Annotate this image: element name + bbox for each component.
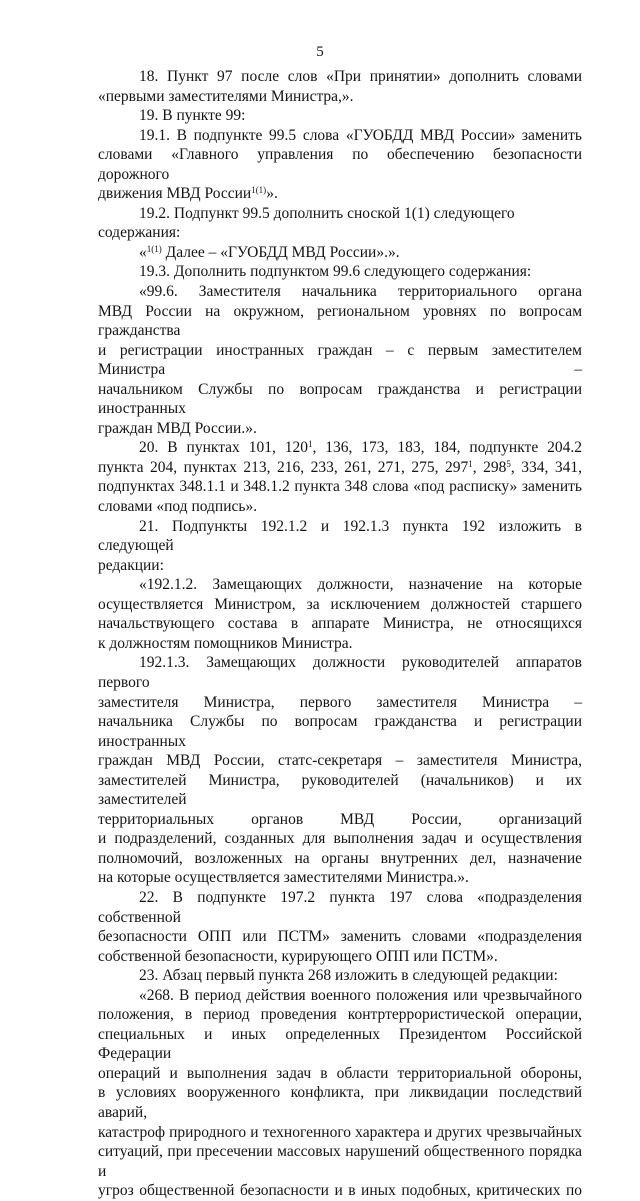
line-text: 23. Абзац первый пункта 268 изложить в следующей редакции: — [139, 967, 558, 985]
text-line — [98, 1142, 582, 1181]
footnote-mark: 1 — [307, 439, 313, 450]
text-line — [98, 243, 582, 263]
line-text: подпунктах 348.1.1 и 348.1.2 пункта 348 слова «под расписку» заменить — [98, 478, 582, 496]
text-line — [98, 458, 582, 478]
line-text: 21. Подпункты 192.1.2 и 192.1.3 пункта 192 изложить в следующей — [98, 517, 582, 555]
text-line — [98, 262, 582, 282]
line-text: 20. В пунктах 101, 120 — [139, 439, 308, 457]
text-line — [98, 497, 582, 517]
text-line — [98, 751, 582, 771]
line-text: собственной безопасности, курирующего ОПП или ПСТМ». — [98, 947, 498, 965]
text-line — [98, 341, 582, 380]
line-text: начальника Службы по вопросам гражданства и регистрации иностранных — [98, 713, 582, 750]
line-text: 192.1.3. Замещающих должности руководителей аппаратов первого — [98, 654, 582, 691]
text-line — [98, 204, 582, 243]
text-line — [98, 712, 582, 751]
text-line — [98, 614, 582, 634]
text-line — [98, 868, 582, 888]
line-text: редакции: — [98, 556, 164, 574]
text-line — [98, 67, 582, 87]
line-text: катастроф природного и техногенного характера и других чрезвычайных — [98, 1123, 582, 1141]
page-number: 5 — [316, 44, 324, 60]
line-text: 22. В подпункте 197.2 пункта 197 слова «подразделения собственной — [98, 888, 582, 926]
footnote-mark: 1 — [468, 458, 473, 469]
text-line — [98, 1083, 582, 1122]
text-line — [98, 419, 582, 439]
line-text: 19.2. Подпункт 99.5 дополнить сноской 1(1) следующего содержания: — [98, 204, 515, 242]
line-text: МВД России на окружном, региональном уровнях по вопросам гражданства — [98, 302, 582, 340]
line-text: «268. В период действия военного положения или чрезвычайного — [139, 986, 582, 1004]
line-text: «99.6. Заместителя начальника территориального органа — [139, 283, 582, 301]
line-text: операций и выполнения задач в области территориальной обороны, — [98, 1064, 582, 1082]
text-line — [98, 517, 582, 556]
footnote-mark: 1(1) — [146, 243, 162, 254]
line-text: и подразделений, созданных для выполнения задач и осуществления — [98, 830, 582, 848]
line-text: и регистрации иностранных граждан – с первым заместителем Министра – — [98, 341, 582, 379]
line-text: 18. Пункт 97 после слов «При принятии» дополнить словами — [139, 68, 582, 85]
text-line — [98, 1123, 582, 1143]
line-text: на которые осуществляется заместителями Министра.». — [98, 869, 469, 887]
text-line — [98, 106, 582, 126]
line-text: в условиях вооруженного конфликта, при ликвидации последствий аварий, — [98, 1084, 582, 1121]
text-line — [98, 595, 582, 615]
text-line — [98, 1181, 582, 1201]
line-text: угроз общественной безопасности и в иных подобных, критических по — [98, 1182, 582, 1200]
text-line — [98, 653, 582, 692]
text-line — [98, 888, 582, 927]
line-text: словами «под подпись». — [98, 498, 258, 516]
line-text: ситуаций, при пресечении массовых нарушений общественного порядка и — [98, 1143, 582, 1180]
text-line — [98, 556, 582, 576]
line-text: , 136, 173, 183, 184, подпункте 204.2 — [312, 439, 582, 457]
text-line — [98, 693, 582, 713]
line-text: ». — [266, 185, 278, 203]
text-line — [98, 302, 582, 341]
text-line — [98, 1064, 582, 1084]
line-text: граждан МВД России, статс-секретаря – заместителя Министра, — [98, 752, 582, 770]
text-line — [98, 829, 582, 849]
text-line — [98, 184, 582, 204]
line-text: к должностям помощников Министра. — [98, 634, 353, 652]
line-text: 19. В пункте 99: — [139, 107, 246, 125]
text-line — [98, 380, 582, 419]
line-text: начальником Службы по вопросам гражданства и регистрации иностранных — [98, 380, 582, 418]
text-line — [98, 771, 582, 810]
text-line — [98, 1025, 582, 1064]
line-text: 19.1. В подпункте 99.5 слова «ГУОБДД МВД России» заменить — [139, 126, 582, 144]
text-line — [98, 575, 582, 595]
line-text: Далее – «ГУОБДД МВД России».». — [161, 243, 400, 261]
text-line — [98, 282, 582, 302]
line-text: территориальных органов МВД России, организаций — [98, 810, 582, 828]
text-line — [98, 634, 582, 654]
line-text: словами «Главного управления по обеспечению безопасности дорожного — [98, 146, 582, 183]
line-text: 19.3. Дополнить подпунктом 99.6 следующего содержания: — [139, 263, 532, 281]
line-text: «192.1.2. Замещающих должности, назначение на которые — [139, 576, 582, 594]
text-line — [98, 87, 582, 107]
text-line — [98, 986, 582, 1006]
line-text: безопасности ОПП или ПСТМ» заменить словами «подразделения — [98, 928, 582, 946]
line-text: начальствующего состава в аппарате Министра, не относящихся — [98, 615, 582, 633]
text-line — [98, 810, 582, 830]
line-text: специальных и иных определенных Президентом Российской Федерации — [98, 1025, 582, 1063]
footnote-mark: 1(1) — [251, 185, 267, 196]
line-text: «первыми заместителями Министра,». — [98, 87, 354, 105]
line-text: движения МВД России — [98, 185, 252, 203]
text-line — [98, 126, 582, 146]
line-text: « — [139, 243, 147, 261]
line-text: , 298 — [472, 458, 507, 476]
text-line — [98, 849, 582, 869]
line-text: пункта 204, пунктах 213, 216, 233, 261, 271, 275, 297 — [98, 458, 469, 476]
text-line — [98, 966, 582, 986]
document-body — [98, 67, 582, 1201]
line-text: полномочий, возложенных на органы внутренних дел, назначение — [98, 849, 582, 867]
text-line — [98, 477, 582, 497]
text-line — [98, 927, 582, 947]
footnote-mark: 5 — [506, 458, 511, 469]
text-line — [98, 947, 582, 967]
line-text: , 334, 341, — [510, 458, 583, 476]
line-text: заместителя Министра, первого заместителя Министра – — [98, 693, 582, 711]
line-text: заместителей Министра, руководителей (начальников) и их заместителей — [98, 771, 582, 809]
line-text: граждан МВД России.». — [98, 419, 257, 437]
line-text: положения, в период проведения контртеррористической операции, — [98, 1006, 582, 1024]
text-line — [98, 438, 582, 458]
line-text: осуществляется Министром, за исключением должностей старшего — [98, 595, 582, 613]
text-line — [98, 145, 582, 184]
text-line — [98, 1005, 582, 1025]
